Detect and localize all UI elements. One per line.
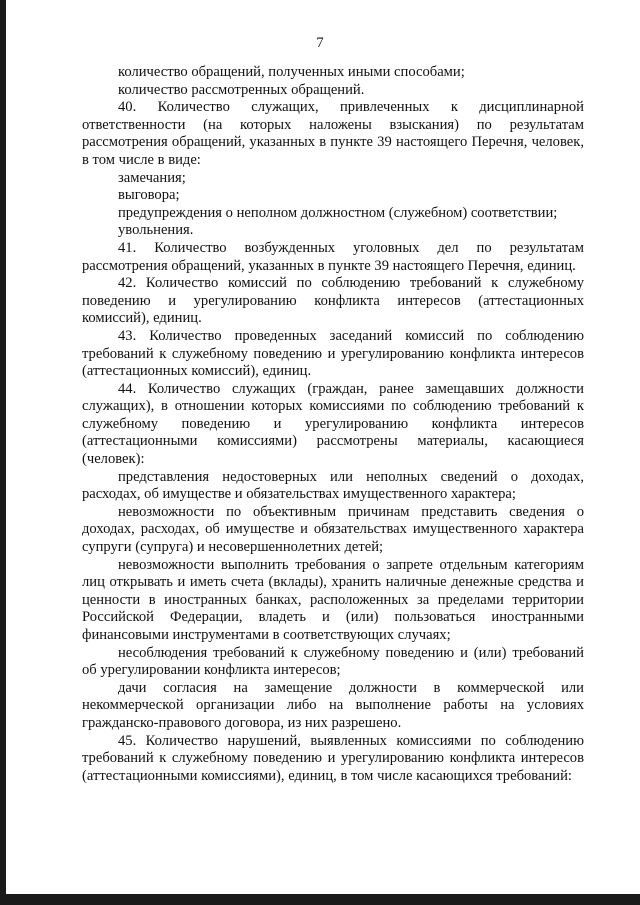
item-42: 42. Количество комиссий по соблюдению требований к служебному поведению и урегулированию конфликта интересов (аттестационных комиссий), единиц. bbox=[82, 275, 584, 327]
item-44-false-info: представления недостоверных или неполных сведений о доходах, расходах, об имуществе и обязательствах имущественного характера; bbox=[82, 468, 584, 503]
scan-edge-left bbox=[0, 0, 6, 905]
item-41: 41. Количество возбужденных уголовных дел по результатам рассмотрения обращений, указанных в пункте 39 настоящего Перечня, единиц. bbox=[82, 239, 584, 274]
item-40-reprimand: выговора; bbox=[118, 187, 180, 204]
line-reviewed: количество рассмотренных обращений. bbox=[118, 81, 365, 98]
line-other-methods: количество обращений, полученных иными способами; bbox=[118, 64, 465, 80]
item-44-impossibility-spouse: невозможности по объективным причинам представить сведения о доходах, расходах, об имуществе и обязательствах имущественного характера супруги (супруга) и несовершеннолетних детей; bbox=[82, 503, 584, 556]
item-40: 40. Количество служащих, привлеченных к дисциплинарной ответственности (на которых наложены взыскания) по результатам рассмотрения обращений, указанных в пункте 39 настоящего Перечня, человек, в том числе в виде: bbox=[82, 99, 584, 168]
item-40-dismissal: увольнения. bbox=[118, 222, 194, 239]
item-45: 45. Количество нарушений, выявленных комиссиями по соблюдению требований к служебному поведению и урегулированию конфликта интересов (аттестационными комиссиями), единиц, в том числе касающихся требований: bbox=[82, 732, 584, 784]
item-43: 43. Количество проведенных заседаний комиссий по соблюдению требований к служебному поведению и урегулированию конфликта интересов (аттестационных комиссий), единиц. bbox=[82, 327, 584, 380]
item-44-consent: дачи согласия на замещение должности в коммерческой или некоммерческой организации либо на выполнение работы на условиях гражданско-правового договора, из них разрешено. bbox=[82, 679, 584, 731]
item-40-warning: предупреждения о неполном должностном (служебном) соответствии; bbox=[118, 204, 558, 221]
item-44-foreign-banks: невозможности выполнить требования о запрете отдельным категориям лиц открывать и иметь счета (вклады), хранить наличные денежные средства и ценности в иностранных банках, расположенных за пределами территории Российской Федерации, владеть и (или) пользоваться иностранными финансовыми инструментами в соответствующих случаях; bbox=[82, 556, 584, 643]
document-body bbox=[82, 64, 584, 785]
page-number: 7 bbox=[316, 35, 324, 51]
item-44-noncompliance: несоблюдения требований к служебному поведению и (или) требований об урегулировании конфликта интересов; bbox=[82, 644, 584, 679]
item-44: 44. Количество служащих (граждан, ранее замещавших должности служащих), в отношении которых комиссиями по соблюдению требований к служебному поведению и урегулированию конфликта интересов (аттестационными комиссиями) рассмотрены материалы, касающиеся (человек): bbox=[82, 380, 584, 468]
item-40-remark: замечания; bbox=[118, 169, 186, 186]
scan-edge-bottom bbox=[0, 894, 640, 905]
